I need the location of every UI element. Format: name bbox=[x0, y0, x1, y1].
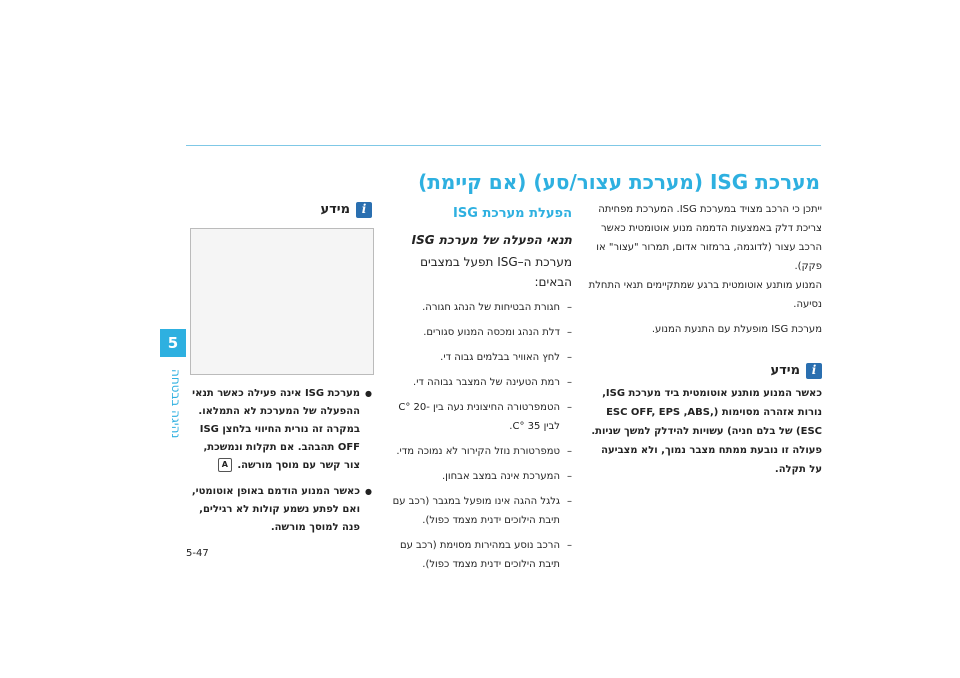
list-item: – גלגל ההגה אינו מופעל במגבר (רכב עם תיבת הילוכים ידנית מצמד כפול). bbox=[380, 492, 572, 530]
left-notes bbox=[186, 385, 372, 545]
list-item: ● מערכת ISG אינה פעילה כאשר תנאי ההפעלה של המערכת לא התמלאו. במקרה זה נורית החיווי בלחצן ISG OFF תהבהב. אם תקלות ונמשכת, צור קשר עם מוסך מורשה. A bbox=[186, 385, 372, 475]
info-title: מידע bbox=[320, 202, 350, 217]
list-item: – הרכב נוסע במהירות מסוימת (רכב עם תיבת הילוכים ידנית מצמד כפול). bbox=[380, 536, 572, 574]
info-heading bbox=[586, 361, 822, 380]
info-text-2: פעולה זו נובעת ממתח מצבר נמוך, ולא מצביעה על תקלה. bbox=[601, 445, 822, 475]
info-icon: i bbox=[356, 202, 372, 218]
page-number: 5-47 bbox=[186, 548, 209, 559]
header-divider bbox=[186, 145, 821, 146]
list-item: ● כאשר המנוע הודמם באופן אוטומטי, ואם לפתע נשמע קולות לא רגילים, פנה למוסך מורשה. bbox=[186, 483, 372, 537]
right-column bbox=[586, 200, 822, 479]
conditions-list bbox=[380, 298, 572, 574]
left-column bbox=[186, 200, 372, 219]
info-icon: i bbox=[806, 363, 822, 379]
restart-paragraph: המנוע מותנע אוטומטית ברגע שמתקיימים תנאי התחלת נסיעה. bbox=[588, 280, 822, 310]
conditions-intro: מערכת ה–ISG תפעל במצבים הבאים: bbox=[420, 255, 572, 289]
section-title: הפעלת מערכת ISG bbox=[453, 206, 572, 221]
list-item: – טמפרטורת נוזל הקירור לא נמוכה מדי. bbox=[380, 442, 572, 461]
mid-column bbox=[380, 200, 572, 580]
list-item: – חגורת הבטיחות של הנהג חגורה. bbox=[380, 298, 572, 317]
info-text: כאשר המנוע מותנע אוטומטית ביד מערכת ISG, נורות אזהרה מסוימות (ESC OFF, EPS ,ABS, ESC) של בלם חניה) עשויות להידלק למשך שניות. bbox=[591, 388, 822, 437]
info-heading bbox=[186, 200, 372, 219]
intro-paragraph: ייתכן כי הרכב מצויד במערכת ISG. המערכת מפחיתה צריכת דלק באמצעות הדממה מנוע אוטומטית כאשר הרכב עצור (לדוגמה, ברמזור אדום, תמרור "עצור" או פקק). bbox=[596, 204, 822, 272]
list-item: – דלת הנהג ומכסה המנוע סגורים. bbox=[380, 323, 572, 342]
list-item: – הטמפרטורה החיצונית נעה בין -20 °C לבין 35 °C. bbox=[380, 398, 572, 436]
list-item: – לחץ האוויר בבלמים גבוה די. bbox=[380, 348, 572, 367]
page-title: מערכת ISG (מערכת עצור/סע) (אם קיימת) bbox=[418, 170, 820, 194]
info-title: מידע bbox=[770, 363, 800, 378]
isg-indicator-icon: A bbox=[218, 458, 232, 472]
list-item: – רמת הטעינה של המצבר גבוהה די. bbox=[380, 373, 572, 392]
chapter-label: נהיגה בבטחה bbox=[169, 368, 183, 438]
sub-title: תנאי הפעלה של מערכת ISG bbox=[411, 233, 572, 247]
image-placeholder bbox=[190, 228, 374, 375]
chapter-badge: 5 bbox=[160, 329, 186, 357]
activation-note: מערכת ISG מופעלת עם התנעת המנוע. bbox=[651, 324, 822, 335]
list-item: – המערכת אינה במצב אבחון. bbox=[380, 467, 572, 486]
